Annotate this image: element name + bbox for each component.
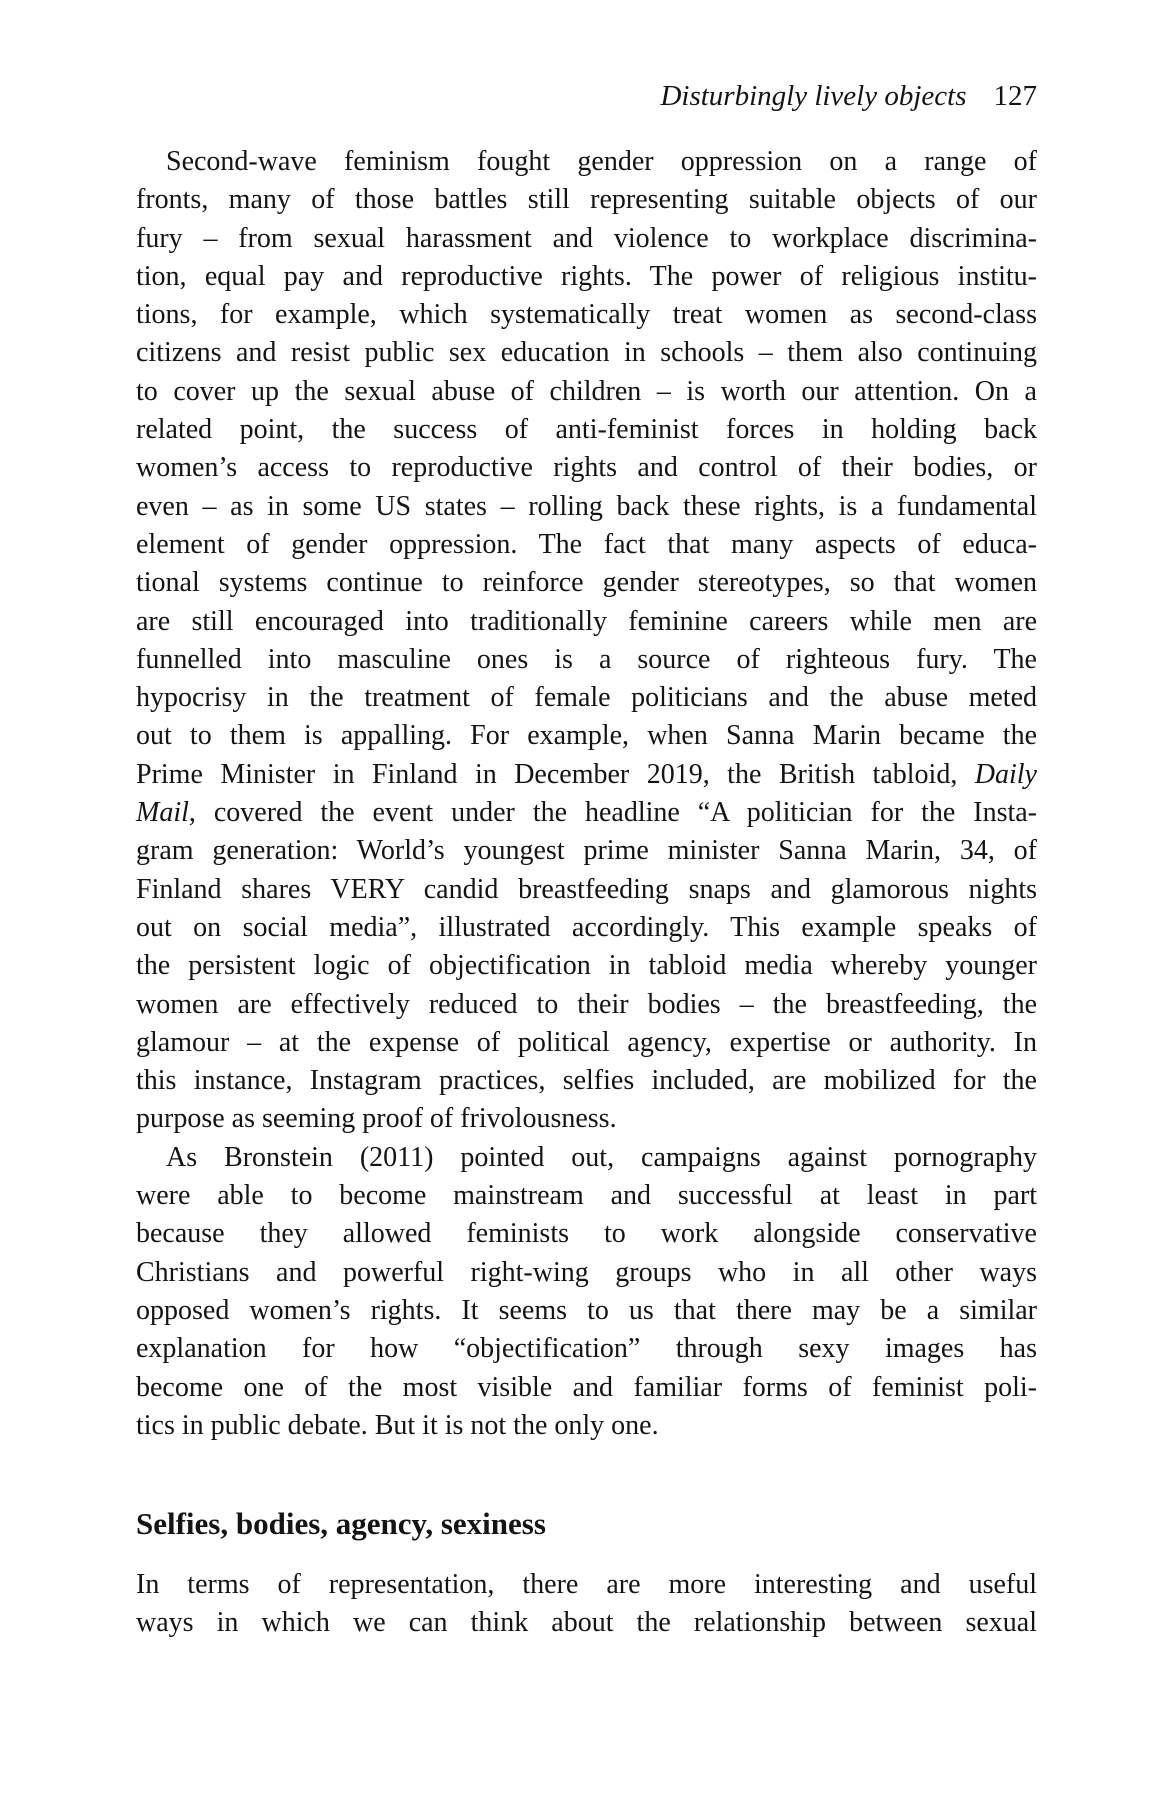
text-segment: this instance, Instagram practices, selfies included, are mobilized for the xyxy=(136,1065,1037,1097)
text-line xyxy=(136,1330,1037,1368)
text-line xyxy=(136,373,1037,411)
text-segment: element of gender oppression. The fact that many aspects of educa- xyxy=(136,528,1037,560)
text-segment: Prime Minister in Finland in December 2019, the British tabloid, xyxy=(136,758,975,790)
text-line xyxy=(136,564,1037,602)
text-segment: fronts, many of those battles still representing suitable objects of our xyxy=(136,184,1037,216)
text-line xyxy=(136,258,1037,296)
text-segment: Finland shares VERY candid breastfeeding snaps and glamorous nights xyxy=(136,873,1037,905)
text-segment: glamour – at the expense of political agency, expertise or authority. In xyxy=(136,1026,1037,1058)
text-segment: opposed women’s rights. It seems to us that there may be a similar xyxy=(136,1294,1037,1326)
text-segment: funnelled into masculine ones is a source of righteous fury. The xyxy=(136,643,1037,675)
text-line xyxy=(136,1604,1037,1642)
text-segment: even – as in some US states – rolling back these rights, is a fundamental xyxy=(136,490,1037,522)
text-segment: hypocrisy in the treatment of female politicians and the abuse meted xyxy=(136,682,1037,714)
text-segment: out on social media”, illustrated accordingly. This example speaks of xyxy=(136,911,1037,943)
text-segment: In terms of representation, there are more interesting and useful xyxy=(136,1569,1037,1601)
text-segment: , covered the event under the headline “A politician for the Insta- xyxy=(188,797,1037,829)
italic-text-segment: Mail xyxy=(136,797,189,829)
text-segment: gram generation: World’s youngest prime minister Sanna Marin, 34, of xyxy=(136,835,1037,867)
text-line xyxy=(136,526,1037,564)
text-segment: to cover up the sexual abuse of children – is worth our attention. On a xyxy=(136,375,1037,407)
body-paragraphs xyxy=(136,143,1037,1445)
text-line xyxy=(136,488,1037,526)
text-line xyxy=(136,871,1037,909)
text-line xyxy=(136,220,1037,258)
italic-text-segment: Daily xyxy=(974,758,1037,790)
text-line xyxy=(136,794,1037,832)
text-line xyxy=(136,947,1037,985)
text-column xyxy=(136,143,1037,1643)
text-segment: were able to become mainstream and successful at least in part xyxy=(136,1180,1037,1212)
text-line xyxy=(136,986,1037,1024)
text-segment: Second-wave feminism fought gender oppression on a range of xyxy=(166,146,1037,177)
text-segment: women are effectively reduced to their bodies – the breastfeeding, the xyxy=(136,988,1037,1020)
text-line xyxy=(136,756,1037,794)
text-segment: women’s access to reproductive rights and control of their bodies, or xyxy=(136,452,1037,484)
text-segment: become one of the most visible and familiar forms of feminist poli- xyxy=(136,1371,1037,1403)
paragraph-1 xyxy=(136,143,1037,1139)
text-segment: tion, equal pay and reproductive rights. The power of religious institu- xyxy=(136,260,1037,292)
text-line xyxy=(136,1139,1037,1177)
text-segment: Christians and powerful right-wing groups who in all other ways xyxy=(136,1256,1037,1288)
text-segment: related point, the success of anti-feminist forces in holding back xyxy=(136,414,1037,446)
paragraph-2 xyxy=(136,1139,1037,1445)
text-line xyxy=(136,449,1037,487)
text-line xyxy=(136,1566,1037,1604)
text-line xyxy=(136,717,1037,755)
text-segment: are still encouraged into traditionally feminine careers while men are xyxy=(136,605,1037,637)
text-line xyxy=(136,641,1037,679)
text-segment: ways in which we can think about the relationship between sexual xyxy=(136,1607,1037,1639)
running-head xyxy=(136,80,1037,112)
text-line xyxy=(136,296,1037,334)
text-line xyxy=(136,1369,1037,1407)
text-segment: because they allowed feminists to work alongside conservative xyxy=(136,1218,1037,1250)
text-line xyxy=(136,1024,1037,1062)
text-line xyxy=(136,1407,1037,1445)
text-segment: tics in public debate. But it is not the only one. xyxy=(136,1409,659,1441)
text-segment: the persistent logic of objectification in tabloid media whereby younger xyxy=(136,950,1037,982)
text-line xyxy=(136,909,1037,947)
text-line xyxy=(136,1254,1037,1292)
text-line xyxy=(136,143,1037,181)
text-line xyxy=(136,411,1037,449)
text-segment: fury – from sexual harassment and violence to workplace discrimina- xyxy=(136,222,1037,254)
text-line xyxy=(136,1100,1037,1138)
text-line xyxy=(136,1177,1037,1215)
text-segment: explanation for how “objectification” through sexy images has xyxy=(136,1333,1037,1365)
text-line xyxy=(136,832,1037,870)
section-body-paragraphs xyxy=(136,1566,1037,1643)
paragraph-3 xyxy=(136,1566,1037,1643)
text-segment: purpose as seeming proof of frivolousness. xyxy=(136,1103,617,1135)
text-line xyxy=(136,181,1037,219)
text-line xyxy=(136,1292,1037,1330)
page-number: 127 xyxy=(993,80,1037,112)
text-line xyxy=(136,334,1037,372)
section-heading: Selfies, bodies, agency, sexiness xyxy=(136,1506,546,1542)
text-line xyxy=(136,679,1037,717)
text-segment: tional systems continue to reinforce gender stereotypes, so that women xyxy=(136,567,1037,599)
text-segment: As Bronstein (2011) pointed out, campaigns against pornography xyxy=(166,1141,1037,1173)
text-segment: out to them is appalling. For example, when Sanna Marin became the xyxy=(136,720,1037,752)
text-line xyxy=(136,603,1037,641)
text-segment: citizens and resist public sex education in schools – them also continuing xyxy=(136,337,1037,369)
running-head-title: Disturbingly lively objects xyxy=(660,80,967,112)
text-line xyxy=(136,1062,1037,1100)
text-segment: tions, for example, which systematically treat women as second-class xyxy=(136,299,1037,331)
text-line xyxy=(136,1215,1037,1253)
